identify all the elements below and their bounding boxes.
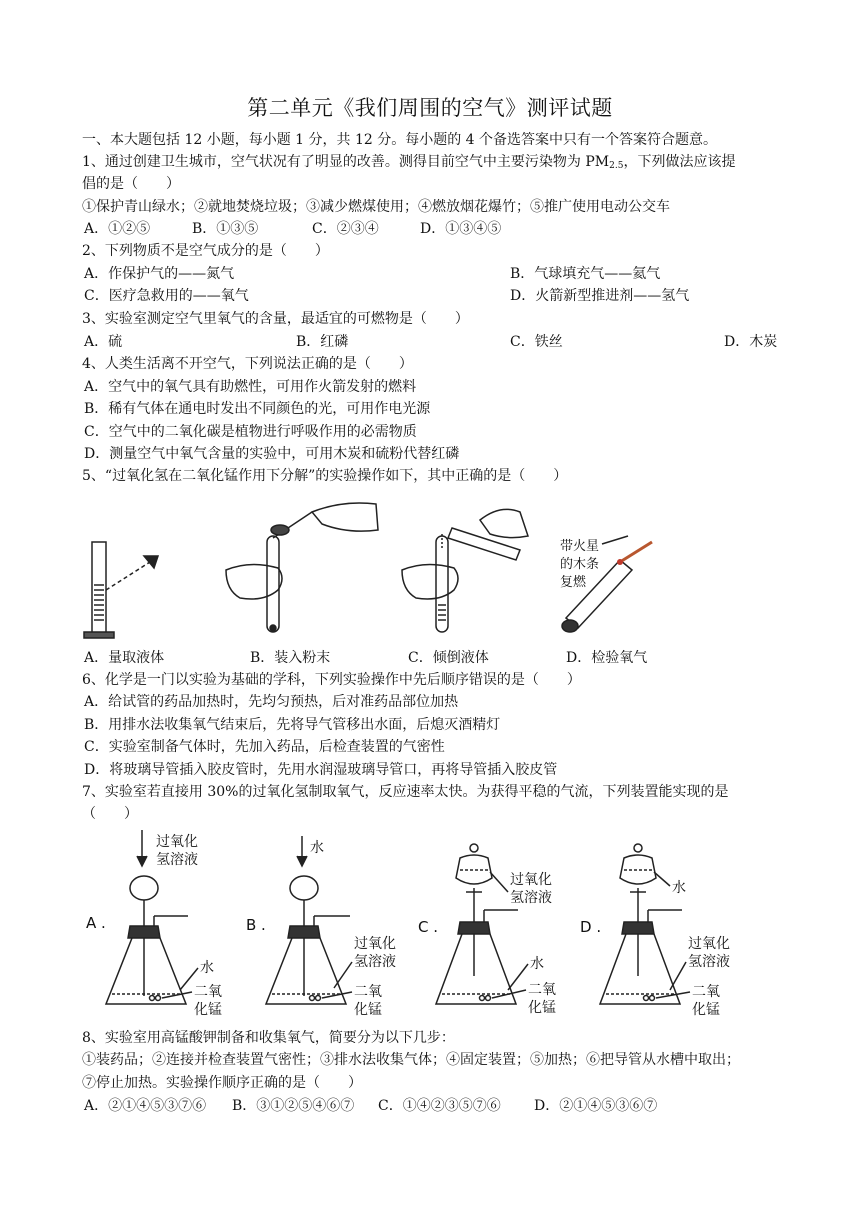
question-2-stem: 2、下列物质不是空气成分的是（ ） bbox=[82, 243, 329, 259]
svg-text:水: 水 bbox=[672, 880, 686, 896]
question-8-stem: 8、实验室用高锰酸钾制备和收集氧气，简要分为以下几步： bbox=[82, 1030, 455, 1046]
svg-text:二氧: 二氧 bbox=[354, 984, 382, 1000]
oxygen-test-illustration bbox=[560, 536, 652, 632]
q5-option-a[interactable]: A．量取液体 bbox=[84, 650, 165, 666]
q4-option-d[interactable]: D．测量空气中氧气含量的实验中，可用木炭和硫粉代替红磷 bbox=[84, 446, 460, 462]
svg-text:二氧: 二氧 bbox=[194, 984, 222, 1000]
svg-text:化锰: 化锰 bbox=[528, 1000, 556, 1016]
q8-option-d[interactable]: D．②①④⑤③⑥⑦ bbox=[534, 1098, 658, 1114]
q1-option-a[interactable]: A．①②⑤ bbox=[84, 221, 151, 237]
q5-option-d[interactable]: D．检验氧气 bbox=[566, 650, 648, 666]
svg-text:氢溶液: 氢溶液 bbox=[510, 890, 552, 906]
q3-option-c[interactable]: C．铁丝 bbox=[510, 334, 563, 350]
question-1-stem-cont: 倡的是（ ） bbox=[82, 176, 180, 192]
question-4-stem: 4、人类生活离不开空气，下列说法正确的是（ ） bbox=[82, 356, 413, 372]
svg-text:水: 水 bbox=[310, 840, 324, 856]
q2-option-a[interactable]: A．作保护气的——氮气 bbox=[84, 266, 235, 282]
svg-text:二氧: 二氧 bbox=[528, 982, 556, 998]
pour-liquid-illustration bbox=[402, 509, 528, 632]
q5-option-b[interactable]: B．装入粉末 bbox=[250, 650, 331, 666]
svg-text:氢溶液: 氢溶液 bbox=[156, 852, 198, 868]
apparatus-d-label: D . bbox=[580, 918, 602, 936]
svg-text:化锰: 化锰 bbox=[354, 1002, 382, 1018]
svg-text:过氧化: 过氧化 bbox=[688, 936, 730, 952]
svg-text:氢溶液: 氢溶液 bbox=[354, 954, 396, 970]
svg-text:二氧: 二氧 bbox=[692, 984, 720, 1000]
svg-text:过氧化: 过氧化 bbox=[510, 872, 552, 888]
glowing-splint-label-1: 带火星 bbox=[560, 539, 600, 554]
question-3-stem: 3、实验室测定空气里氧气的含量，最适宜的可燃物是（ ） bbox=[82, 311, 469, 327]
apparatus-b-label: B . bbox=[246, 916, 266, 934]
q6-option-b[interactable]: B．用排水法收集氧气结束后，先将导气管移出水面，后熄灭酒精灯 bbox=[84, 717, 501, 733]
q5-figure bbox=[80, 490, 720, 640]
glowing-splint-label-2: 的木条 bbox=[560, 557, 600, 572]
q6-option-c[interactable]: C．实验室制备气体时，先加入药品，后检查装置的气密性 bbox=[84, 739, 445, 755]
q3-option-b[interactable]: B．红磷 bbox=[296, 334, 349, 350]
svg-text:化锰: 化锰 bbox=[692, 1002, 720, 1018]
svg-text:水: 水 bbox=[200, 960, 214, 976]
svg-text:氢溶液: 氢溶液 bbox=[688, 954, 730, 970]
svg-text:过氧化: 过氧化 bbox=[156, 834, 198, 850]
apparatus-a-label: A . bbox=[86, 914, 106, 932]
q4-option-b[interactable]: B．稀有气体在通电时发出不同颜色的光，可用作电光源 bbox=[84, 401, 431, 417]
q8-option-c[interactable]: C．①④②③⑤⑦⑥ bbox=[378, 1098, 501, 1114]
svg-text:化锰: 化锰 bbox=[194, 1002, 222, 1018]
apparatus-c bbox=[436, 844, 556, 1016]
apparatus-d bbox=[600, 844, 730, 1018]
q8-option-a[interactable]: A．②①④⑤③⑦⑥ bbox=[84, 1098, 207, 1114]
question-7-stem-cont: （ ） bbox=[82, 806, 138, 822]
q5-option-c[interactable]: C．倾倒液体 bbox=[408, 650, 489, 666]
q1-option-c[interactable]: C．②③④ bbox=[312, 221, 379, 237]
question-5-stem: 5、“过氧化氢在二氧化锰作用下分解”的实验操作如下，其中正确的是（ ） bbox=[82, 468, 568, 484]
q4-option-a[interactable]: A．空气中的氧气具有助燃性，可用作火箭发射的燃料 bbox=[84, 379, 417, 395]
question-8-steps-2: ⑦停止加热。实验操作顺序正确的是（ ） bbox=[82, 1075, 362, 1091]
q3-option-a[interactable]: A．硫 bbox=[84, 334, 123, 350]
q3-option-d[interactable]: D．木炭 bbox=[724, 334, 778, 350]
apparatus-c-label: C . bbox=[418, 918, 439, 936]
question-7-stem: 7、实验室若直接用 30%的过氧化氢制取氧气，反应速率太快。为获得平稳的气流，下列装置能实现的是 bbox=[82, 784, 729, 800]
q1-option-b[interactable]: B．①③⑤ bbox=[192, 221, 259, 237]
apparatus-b bbox=[266, 836, 396, 1018]
question-1-stem: 1、通过创建卫生城市，空气状况有了明显的改善。测得目前空气中主要污染物为 $PM_{2.5}$，下列做法应该提 bbox=[82, 154, 736, 171]
q2-option-b[interactable]: B．气球填充气——氦气 bbox=[510, 266, 661, 282]
svg-text:过氧化: 过氧化 bbox=[354, 936, 396, 952]
q6-option-d[interactable]: D．将玻璃导管插入胶皮管时，先用水润湿玻璃导管口，再将导管插入胶皮管 bbox=[84, 762, 558, 778]
page-title: 第二单元《我们周围的空气》测评试题 bbox=[247, 96, 613, 120]
svg-text:水: 水 bbox=[530, 956, 544, 972]
q2-option-d[interactable]: D．火箭新型推进剂——氢气 bbox=[510, 288, 690, 304]
apparatus-a bbox=[106, 830, 222, 1018]
q7-figure bbox=[82, 826, 782, 1022]
q2-option-c[interactable]: C．医疗急救用的——氧气 bbox=[84, 288, 249, 304]
question-1-items: ①保护青山绿水；②就地焚烧垃圾；③减少燃煤使用；④燃放烟花爆竹；⑤推广使用电动公交车 bbox=[82, 199, 670, 215]
test-tube-powder-illustration bbox=[226, 503, 378, 632]
section-heading: 一、本大题包括 12 小题，每小题 1 分，共 12 分。每小题的 4 个备选答案中只有一个答案符合题意。 bbox=[82, 132, 718, 148]
question-8-steps-1: ①装药品；②连接并检查装置气密性；③排水法收集气体；④固定装置；⑤加热；⑥把导管从水槽中取出； bbox=[82, 1052, 740, 1068]
q4-option-c[interactable]: C．空气中的二氧化碳是植物进行呼吸作用的必需物质 bbox=[84, 424, 417, 440]
glowing-splint-label-3: 复燃 bbox=[560, 575, 587, 590]
q6-option-a[interactable]: A．给试管的药品加热时，先均匀预热，后对准药品部位加热 bbox=[84, 694, 459, 710]
q1-option-d[interactable]: D．①③④⑤ bbox=[420, 221, 502, 237]
graduated-cylinder-illustration bbox=[84, 542, 158, 638]
question-6-stem: 6、化学是一门以实验为基础的学科，下列实验操作中先后顺序错误的是（ ） bbox=[82, 672, 581, 688]
q8-option-b[interactable]: B．③①②⑤④⑥⑦ bbox=[232, 1098, 355, 1114]
